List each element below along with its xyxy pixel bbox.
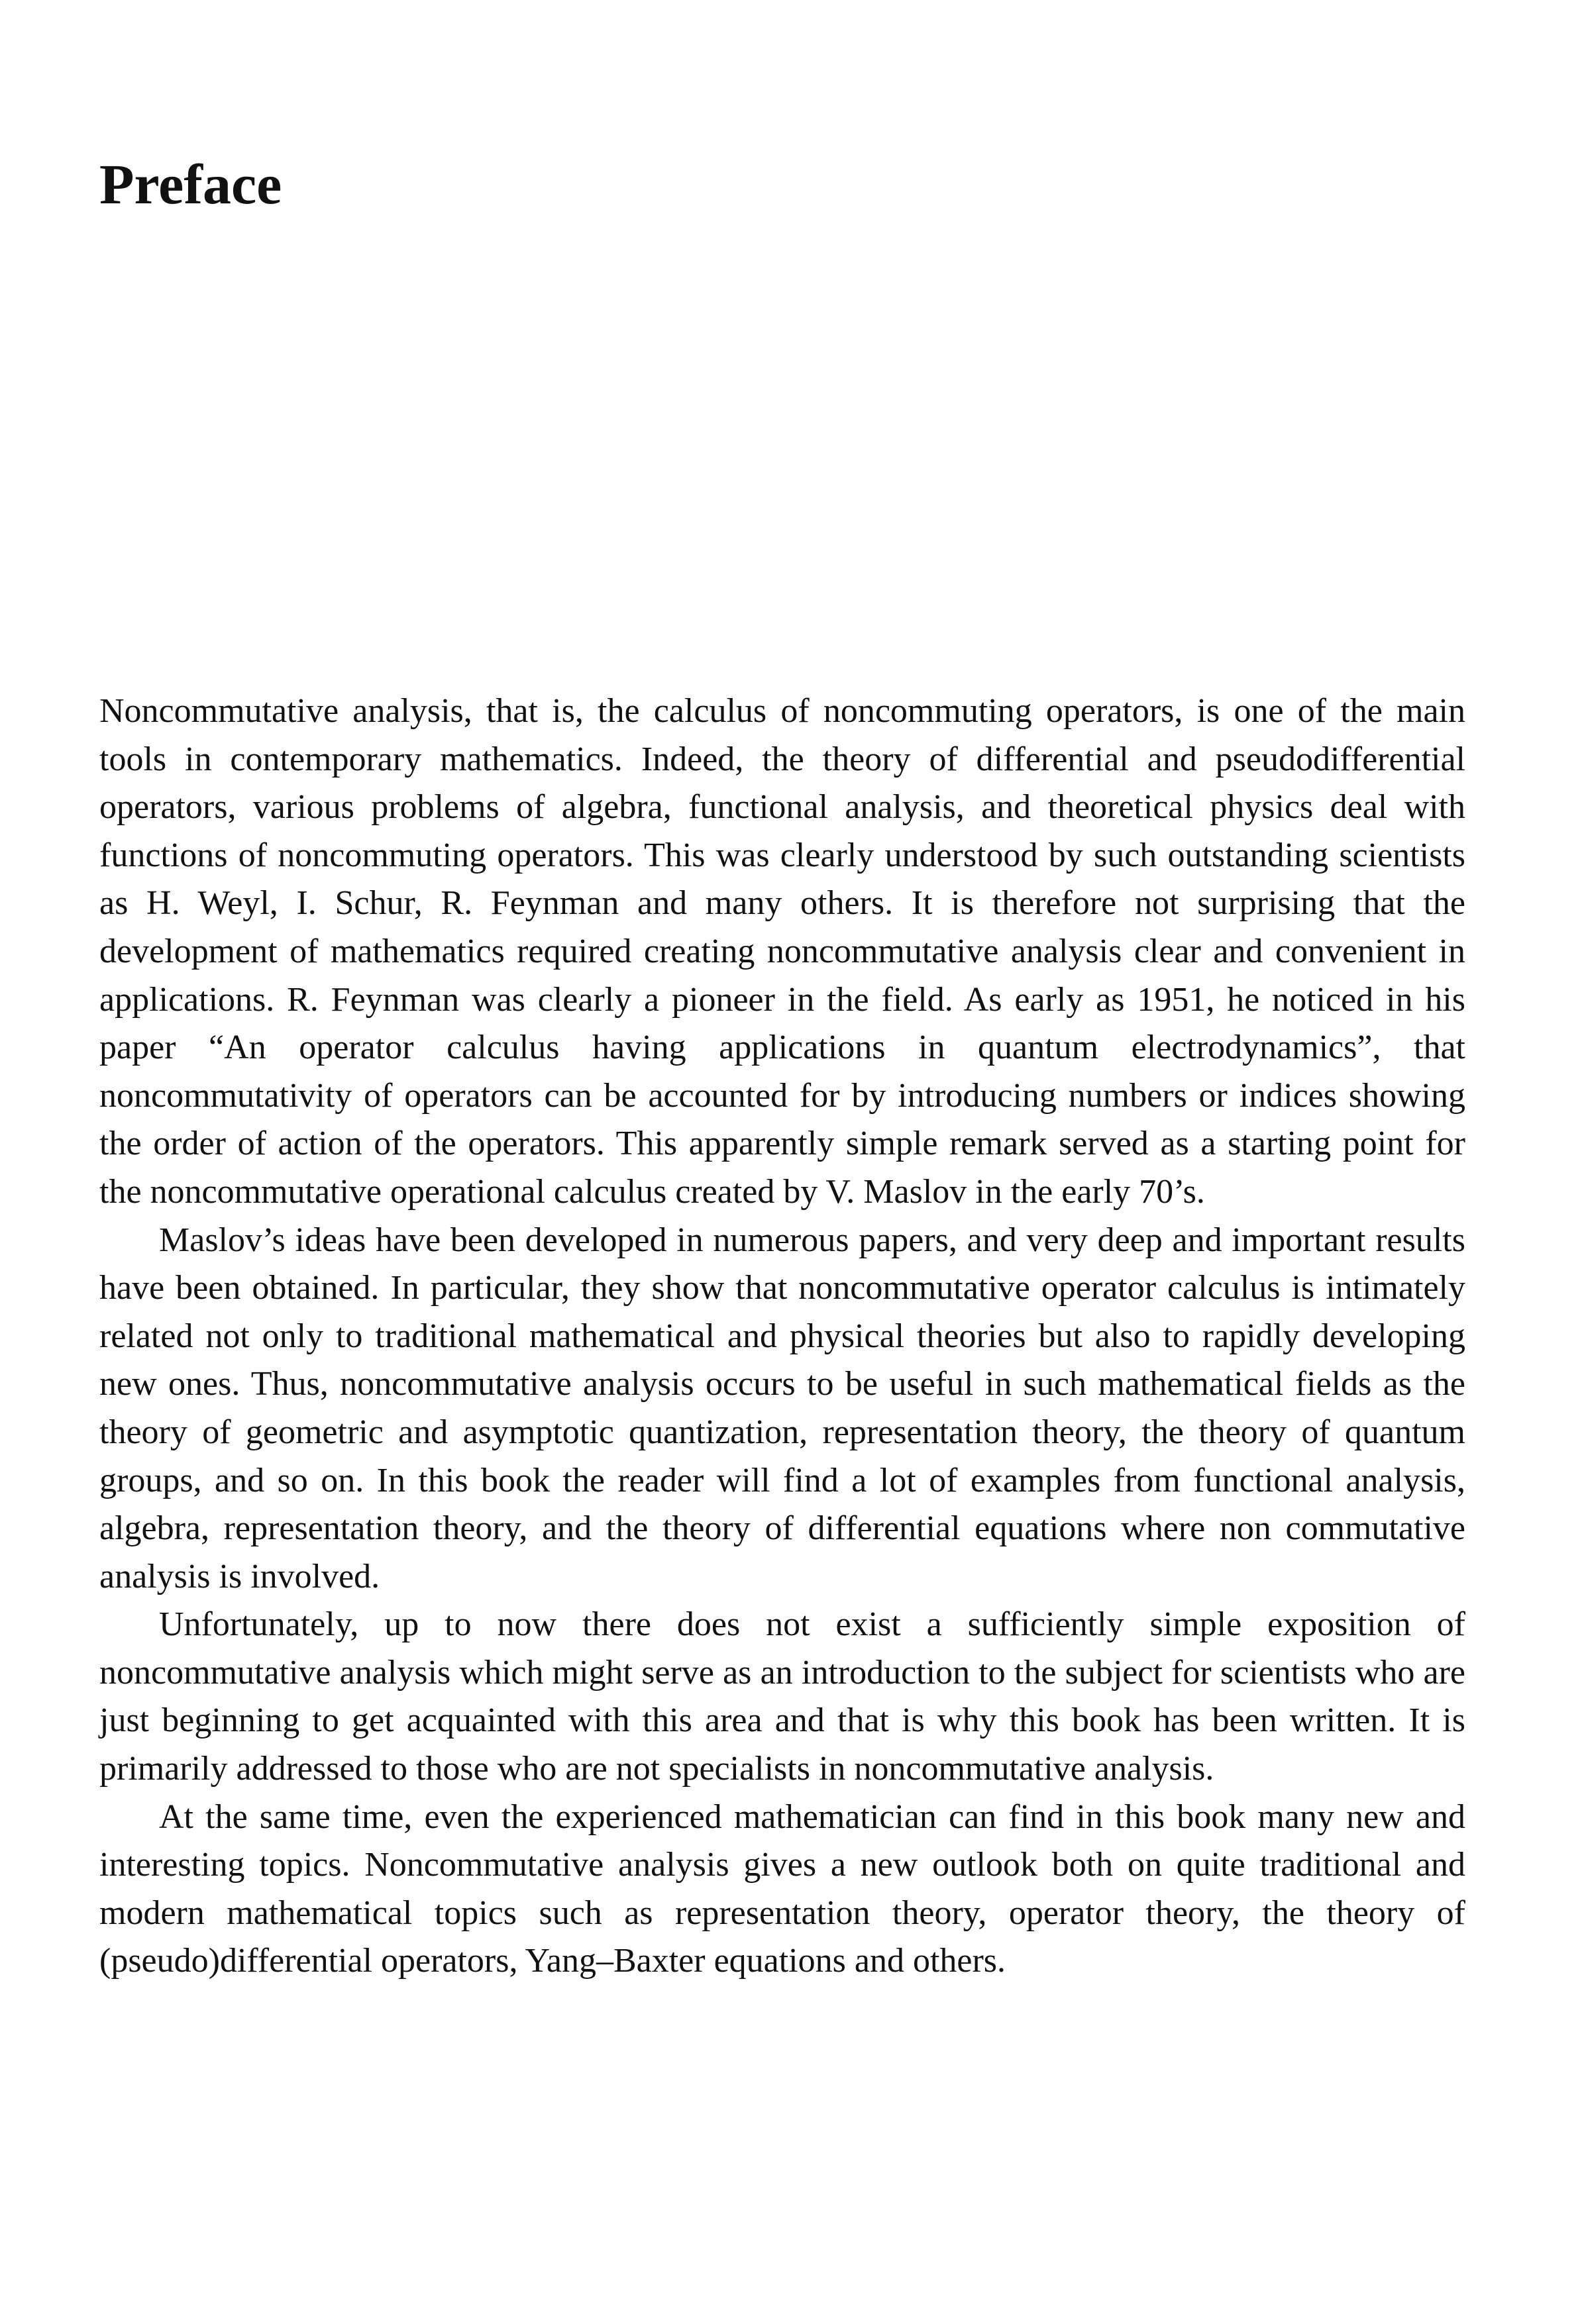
preface-body — [99, 687, 1465, 1986]
paragraph-2: Maslov’s ideas have been developed in numerous papers, and very deep and important results have been obtained. In particular, they show that noncommutative operator calculus is intimately related not only to traditional mathematical and physical theories but also to rapidly developing new ones. Thus, noncommutative analysis occurs to be useful in such mathematical fields as the theory of geometric and asymptotic quantization, representation theory, the theory of quantum groups, and so on. In this book the reader will find a lot of examples from functional analysis, algebra, representation theory, and the theory of differential equations where non commutative analysis is involved. — [99, 1221, 1465, 1595]
paragraph-3: Unfortunately, up to now there does not exist a sufficiently simple exposition of noncommutative analysis which might serve as an introduction to the subject for scientists who are just beginning to get acquainted with this area and that is why this book has been written. It is primarily addressed to those who are not specialists in noncommutative analysis. — [99, 1605, 1465, 1788]
page-title: Preface — [99, 152, 282, 216]
paragraph-1: Noncommutative analysis, that is, the calculus of noncommuting operators, is one of the main tools in contemporary mathematics. Indeed, the theory of differential and pseudodifferential operators, various problems of algebra, functional analysis, and theoretical physics deal with functions of noncommuting operators. This was clearly understood by such outstanding scientists as H. Weyl, I. Schur, R. Feynman and many others. It is therefore not surprising that the development of mathematics required creating noncommutative analysis clear and convenient in applications. R. Feynman was clearly a pioneer in the field. As early as 1951, he noticed in his paper “An operator calculus having applications in quantum electrodynamics”, that noncommutativity of operators can be accounted for by introducing numbers or indices showing the order of action of the operators. This apparently simple remark served as a starting point for the noncommutative operational calculus created by V. Maslov in the early 70’s. — [99, 692, 1465, 1211]
paragraph-4: At the same time, even the experienced mathematician can find in this book many new and interesting topics. Noncommutative analysis gives a new outlook both on quite traditional and modern mathematical topics such as representation theory, operator theory, the theory of (pseudo)differential operators, Yang–Baxter equations and others. — [99, 1797, 1465, 1980]
